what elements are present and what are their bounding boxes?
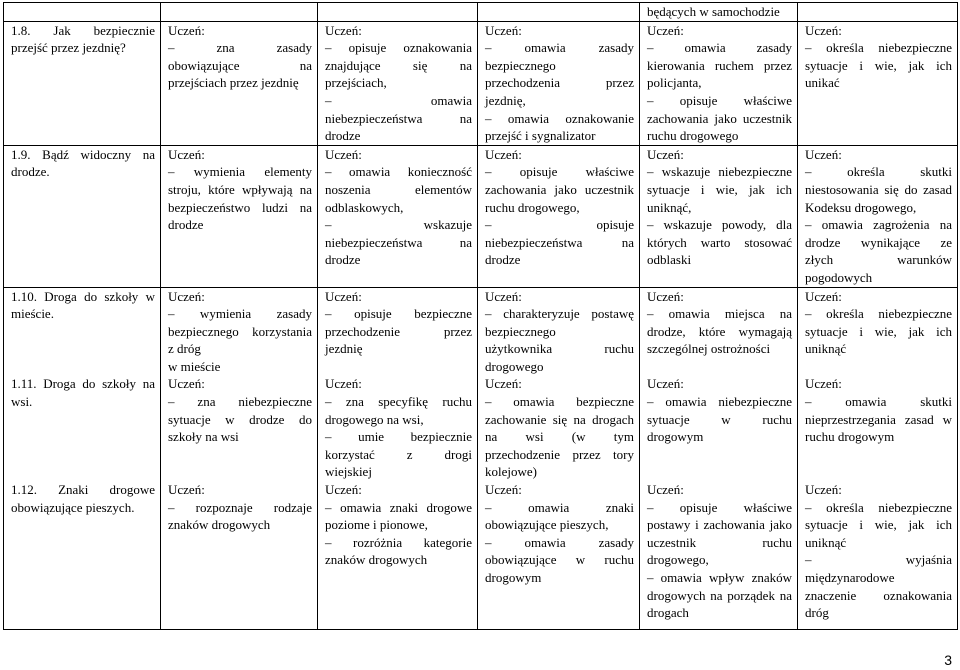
cell-paragraph [325,375,472,393]
text-line: drodze wynikające ze [805,234,952,250]
topic-title [11,375,155,410]
text-line: – omawia zasady [485,534,634,550]
text-line: zachowanie się na drogach [485,411,634,427]
text-line: Uczeń: [325,146,362,162]
cell-paragraph [325,163,472,216]
topic-line: 1.10. Droga do szkoły w [11,288,155,304]
text-line: drogowego na wsi, [325,411,424,427]
cell-paragraph [485,288,634,306]
text-line: znajdujące się na [325,57,472,73]
text-line: Uczeń: [485,22,522,38]
requirements-cell [161,146,318,288]
text-line: przejść i sygnalizator [485,128,596,144]
table-body [3,2,958,630]
text-line: – określa niebezpieczne [805,499,952,515]
cell-paragraph [805,163,952,216]
cell-paragraph [647,288,792,306]
text-line: przejściach przez jezdnię [168,75,299,91]
requirements-cell [798,288,958,376]
text-line: – wskazuje [325,217,472,233]
text-line: Uczeń: [647,288,684,304]
requirements-cell [478,375,640,481]
text-line: zachowania jako uczestnik [485,181,634,197]
topic-line: 1.11. Droga do szkoły na [11,376,155,392]
text-line: dróg [805,605,829,621]
text-line: drogach [647,605,689,621]
text-line: wiejskiej [325,464,372,480]
text-line: w mieście [168,358,221,374]
topic-line: mieście. [11,306,54,322]
text-line: – omawia bezpieczne [485,394,634,410]
text-line: będących w samochodzie [647,4,780,19]
table-row [3,22,958,146]
text-line: złych warunków [805,252,952,268]
topic-line: przejść przez jezdnię? [11,40,126,56]
cell-paragraph [485,39,634,109]
text-line: drogowym [485,570,542,585]
requirements-cell [798,146,958,288]
text-line: przechodzenie przez [325,323,472,339]
cell-paragraph [647,3,792,21]
topic-line: 1.12. Znaki drogowe [11,482,155,498]
topic-title [11,22,155,57]
text-line: niebezpieczeństwa na [325,110,472,126]
text-line: drodze [168,217,204,233]
text-line: sytuacje i wie, jak ich [805,57,952,73]
cell-paragraph [325,305,472,358]
text-line: Uczeń: [805,146,842,162]
text-line: – umie bezpiecznie [325,429,472,445]
cell-paragraph [325,146,472,164]
text-line: Uczeń: [168,376,205,392]
topic-line: wsi. [11,394,33,410]
text-line: – omawia skutki [805,394,952,410]
cell-paragraph [168,163,312,233]
text-line: których warto stosować [647,234,792,250]
cell-paragraph [325,499,472,534]
topic-line: obowiązujące pieszych. [11,499,135,515]
text-line: pogodowych [805,269,873,285]
text-line: sytuacje i wie, jak ich [647,181,792,197]
cell-paragraph [805,375,952,393]
text-line: ruchu drogowego, [485,199,580,215]
requirements-cell [161,375,318,481]
requirements-cell [640,146,798,288]
text-line: z dróg [168,341,201,357]
text-line: użytkownika ruchu [485,341,634,357]
topic-line: 1.8. Jak bezpiecznie [11,22,155,38]
text-line: Uczeń: [805,482,842,498]
text-line: Uczeń: [647,22,684,38]
text-line: bezpieczeństwo ludzi na [168,199,312,215]
cell-paragraph [168,393,312,446]
text-line: – omawia wpływ znaków [647,570,792,585]
text-line: drodze [325,252,361,268]
text-line: uniknąć [805,341,847,357]
table-row [3,288,958,376]
cell-paragraph [485,110,634,145]
text-line: Uczeń: [647,376,684,392]
cell-paragraph [647,92,792,145]
text-line: – wskazuje powody, dla [647,217,792,233]
cell-paragraph [805,216,952,286]
cell-paragraph [168,481,312,499]
cell-paragraph [168,375,312,393]
curriculum-table [3,2,958,630]
text-line: drodze, które wymagają [647,323,792,339]
requirements-cell [318,22,478,146]
text-line: – omawia miejsca na [647,306,792,322]
text-line: jezdnię, [485,92,526,108]
text-line: unikać [805,75,840,91]
requirements-cell [161,2,318,22]
text-line: Uczeń: [168,288,205,304]
text-line: – opisuje właściwe [485,164,634,180]
topic-cell [3,146,161,288]
text-line: – omawia zasady [485,40,634,56]
requirements-cell [798,22,958,146]
cell-paragraph [647,569,792,622]
cell-paragraph [805,288,952,306]
text-line: Uczeń: [325,22,362,38]
text-line: kolejowe) [485,464,537,480]
table-row [3,146,958,288]
text-line: bezpiecznego [485,57,556,73]
text-line: – wyjaśnia [805,552,952,568]
text-line: obowiązujące w ruchu [485,552,634,568]
text-line: poziome i pionowe, [325,517,428,533]
text-line: bezpiecznego [485,323,556,339]
cell-paragraph [647,216,792,269]
cell-paragraph [485,163,634,216]
text-line: ruchu drogowym [805,429,895,445]
topic-line: drodze. [11,164,50,180]
text-line: Uczeń: [325,482,362,498]
text-line: – omawia oznakowanie [485,110,634,126]
text-line: – wskazuje niebezpieczne [647,164,792,180]
cell-paragraph [325,92,472,145]
text-line: międzynarodowe [805,570,895,585]
requirements-cell [798,481,958,630]
cell-paragraph [168,39,312,92]
text-line: drogowym [647,429,704,445]
cell-paragraph [168,499,312,534]
topic-cell [3,288,161,376]
text-line: – omawia zasady [647,40,792,56]
cell-paragraph [485,146,634,164]
cell-paragraph [485,534,634,587]
text-line: – opisuje oznakowania [325,40,472,56]
text-line: Uczeń: [485,288,522,304]
requirements-cell [478,288,640,376]
cell-paragraph [485,393,634,481]
text-line: Uczeń: [485,482,522,498]
text-line: niebezpieczeństwa na [485,234,634,250]
text-line: noszenia elementów [325,181,472,197]
text-line: obowiązujące na [168,57,312,73]
text-line: uniknąć, [647,199,692,215]
requirements-cell [318,481,478,630]
cell-paragraph [647,146,792,164]
text-line: bezpiecznego korzystania [168,323,312,339]
text-line: przechodzenia przez [485,75,634,91]
requirements-cell [640,288,798,376]
cell-paragraph [805,22,952,40]
cell-paragraph [805,39,952,92]
text-line: Uczeń: [805,22,842,38]
topic-cell [3,375,161,481]
text-line: – opisuje bezpieczne [325,306,472,322]
text-line: – określa skutki [805,164,952,180]
text-line: przechodzenie przez tory [485,446,634,462]
text-line: – określa niebezpieczne [805,40,952,56]
text-line: – opisuje właściwe [647,92,792,108]
requirements-cell [478,2,640,22]
text-line: – zna zasady [168,40,312,56]
text-line: znaczenie oznakowania [805,587,952,603]
text-line: kierowania ruchem przez [647,57,792,73]
text-line: – wymienia zasady [168,306,312,322]
cell-paragraph [647,481,792,499]
table-row [3,375,958,481]
topic-title [11,288,155,323]
cell-paragraph [805,551,952,621]
text-line: sytuacje w ruchu [647,411,792,427]
cell-paragraph [485,22,634,40]
cell-paragraph [485,305,634,375]
text-line: sytuacje i wie, jak ich [805,323,952,339]
cell-paragraph [325,22,472,40]
text-line: – omawia znaki drogowe [325,499,472,515]
cell-paragraph [325,39,472,92]
text-line: policjanta, [647,75,702,91]
text-line: nieprzestrzegania zasad w [805,411,952,427]
cell-paragraph [168,305,312,358]
requirements-cell [318,2,478,22]
text-line: odblaskowych, [325,199,404,215]
text-line: Uczeń: [647,482,684,498]
text-line: niebezpieczeństwa na [325,234,472,250]
cell-paragraph [325,393,472,428]
text-line: Uczeń: [168,22,205,38]
cell-paragraph [647,393,792,446]
cell-paragraph [325,534,472,569]
text-line: na wsi (w tym [485,429,634,445]
requirements-cell [798,2,958,22]
cell-paragraph [168,146,312,164]
text-line: – opisuje [485,217,634,233]
text-line: – zna specyfikę ruchu [325,394,472,410]
text-line: – charakteryzuje postawę [485,306,634,322]
text-line: znaków drogowych [325,552,428,568]
requirements-cell [161,288,318,376]
cell-paragraph [168,358,312,376]
cell-paragraph [485,216,634,269]
text-line: drogowych na porządek na [647,587,792,603]
table-row [3,481,958,630]
requirements-cell [478,22,640,146]
requirements-cell [318,146,478,288]
requirements-cell [640,22,798,146]
text-line: – zna niebezpieczne [168,394,312,410]
text-line: obowiązujące pieszych, [485,517,609,533]
text-line: – określa niebezpieczne [805,306,952,322]
text-line: – omawia niebezpieczne [647,394,792,410]
cell-paragraph [805,499,952,552]
text-line: Uczeń: [325,376,362,392]
text-line: sytuacje i wie, jak ich [805,517,952,533]
text-line: sytuacje w drodze do [168,411,312,427]
text-line: – omawia znaki [485,499,634,515]
text-line: Uczeń: [647,146,684,162]
requirements-cell [161,481,318,630]
topic-title [11,481,155,516]
requirements-cell [640,375,798,481]
text-line: drogowego, [647,552,709,568]
text-line: znaków drogowych [168,517,271,533]
text-line: przejściach, [325,75,387,91]
requirements-cell [478,481,640,630]
requirements-cell [640,2,798,22]
text-line: Uczeń: [485,146,522,162]
cell-paragraph [805,146,952,164]
requirements-cell [318,375,478,481]
cell-paragraph [485,481,634,499]
cell-paragraph [325,428,472,481]
text-line: jezdnię [325,341,363,357]
topic-cell [3,481,161,630]
cell-paragraph [805,393,952,446]
text-line: – wymienia elementy [168,164,312,180]
text-line: – omawia [325,92,472,108]
cell-paragraph [325,481,472,499]
text-line: – omawia zagrożenia na [805,217,952,233]
text-line: stroju, które wpływają na [168,181,312,197]
cell-paragraph [647,22,792,40]
text-line: korzystać z drogi [325,446,472,462]
topic-cell [3,2,161,22]
cell-paragraph [647,375,792,393]
requirements-cell [161,22,318,146]
cell-paragraph [647,39,792,92]
text-line: – opisuje właściwe [647,499,792,515]
text-line: Uczeń: [168,482,205,498]
text-line: – rozróżnia kategorie [325,534,472,550]
cell-paragraph [325,216,472,269]
requirements-cell [798,375,958,481]
table-row [3,2,958,22]
text-line: niestosowania się do zasad [805,181,952,197]
text-line: Uczeń: [325,288,362,304]
requirements-cell [478,146,640,288]
text-line: szczególnej ostrożności [647,341,771,357]
topic-title [11,146,155,181]
text-line: drodze [485,252,521,268]
requirements-cell [318,288,478,376]
topic-line: 1.9. Bądź widoczny na [11,146,155,162]
text-line: Uczeń: [168,146,205,162]
cell-paragraph [325,288,472,306]
page-number: 3 [944,652,952,668]
text-line: Kodeksu drogowego, [805,199,917,215]
cell-paragraph [485,499,634,534]
text-line: drodze [325,128,361,144]
cell-paragraph [647,499,792,569]
cell-paragraph [647,305,792,358]
requirements-cell [640,481,798,630]
text-line: Uczeń: [805,376,842,392]
cell-paragraph [168,22,312,40]
text-line: Uczeń: [485,376,522,392]
cell-paragraph [805,481,952,499]
text-line: uczestnik ruchu [647,534,792,550]
text-line: zachowania jako uczestnik [647,110,792,126]
text-line: Uczeń: [805,288,842,304]
cell-paragraph [485,375,634,393]
topic-cell [3,22,161,146]
text-line: uniknąć [805,534,847,550]
text-line: – rozpoznaje rodzaje [168,499,312,515]
text-line: – omawia konieczność [325,164,472,180]
text-line: drogowego [485,358,544,374]
text-line: szkoły na wsi [168,429,239,445]
text-line: postawy i zachowania jako [647,517,792,533]
cell-paragraph [647,163,792,216]
text-line: odblaski [647,252,692,268]
text-line: ruchu drogowego [647,128,739,144]
cell-paragraph [805,305,952,358]
cell-paragraph [168,288,312,306]
